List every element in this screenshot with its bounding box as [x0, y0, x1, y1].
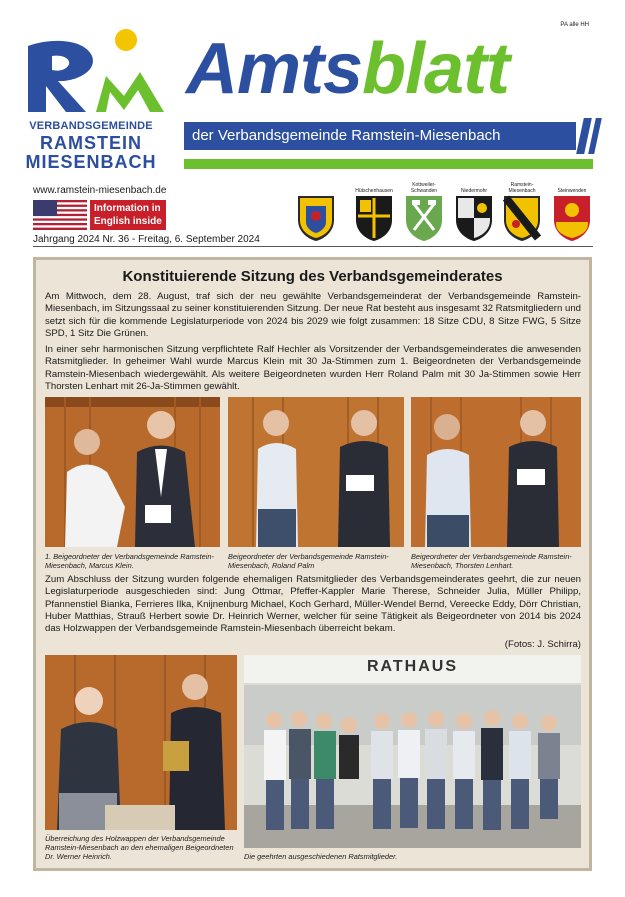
crest-niedermohr: Niedermohr — [450, 180, 498, 247]
issue-info: Jahrgang 2024 Nr. 36 - Freitag, 6. September 2024 — [33, 234, 260, 245]
article-paragraph: Zum Abschluss der Sitzung wurden folgende ehemaligen Ratsmitglieder des Verbandsgemeinderates geehrt, die zur neuen Legislaturperiode ausgeschieden sind: Jung Ottmar, Pfeffer-Kappler Marie Therese, Schneider Julia, Müller Philipp, Pfannenstiel Bianka, Ferrieres Ilka, Knijnenburg Michael, Koch Gerhard, Müller-Wendel Bernd, Vereecke Eddy, Dörr Christian, Huber Matthias, Strauß Herbert sowie Dr. Heinrich Werner, welcher für seine Tätigkeit als Beigeordneter von 2014 bis 2024 das Holzwappen der Verbandsgemeinde Ramstein-Miesenbach überreicht bekam. — [45, 574, 581, 635]
us-flag-icon — [33, 200, 87, 230]
coat-of-arms-icon — [454, 194, 494, 242]
masthead-subtitle: der Verbandsgemeinde Ramstein-Miesenbach — [184, 122, 576, 150]
photo-roland-palm — [228, 397, 404, 547]
rathaus-sign: RATHAUS — [366, 658, 459, 675]
photo-caption: Die geehrten ausgeschiedenen Ratsmitglieder. — [244, 852, 398, 861]
coat-of-arms-icon — [404, 194, 444, 242]
photo-honored-members — [244, 655, 581, 848]
website-link[interactable]: www.ramstein-miesenbach.de — [33, 185, 167, 196]
logo-line3: MIESENBACH — [25, 152, 157, 172]
crest-steinwenden: Steinwenden — [548, 180, 596, 247]
english-info-badge: Information in English inside — [90, 200, 166, 230]
masthead-title-part2: blatt — [362, 29, 510, 109]
article-paragraph: Am Mittwoch, dem 28. August, traf sich der neu gewählte Verbandsgemeinderat der Verbandsgemeinde Ramstein-Miesenbach, im Sitzungssaal zu seiner konstituierenden Sitzung. Der neue Rat besteht aus insgesamt 32 Ratsmitgliedern und setzt sich für die kommende Legislaturperiode von 2024 bis 2029 wie folgt zusammen: 18 Sitze CDU, 8 Sitze FWG, 5 Sitze SPD, 1 Sitz Die Grünen. — [45, 291, 581, 339]
coat-of-arms-icon — [354, 194, 394, 242]
coat-of-arms-icon — [552, 194, 592, 242]
green-rule — [184, 159, 593, 169]
coat-of-arms-icon — [502, 194, 542, 242]
article-paragraph: In einer sehr harmonischen Sitzung verpflichtete Ralf Hechler als Vorsitzender der Verbandsgemeinderates die anwesenden Ratsmitglieder. In geheimer Wahl wurde Marcus Klein mit 30 Ja-Stimmen zum 1. Beigeordneten der Verbandsgemeinde Ramstein-Miesenbach wiedergewählt. Als weitere Beigeordneten wurden Herr Roland Palm mit 30 Ja-Stimmen sowie Herr Thorsten Lenhart mit 26-Ja-Stimmen gewählt. — [45, 344, 581, 392]
article-headline: Konstituierende Sitzung des Verbandsgemeinderates — [122, 268, 503, 285]
photo-caption: Beigeordneter der Verbandsgemeinde Ramstein-Miesenbach, Roland Palm — [228, 552, 389, 571]
photo-marcus-klein — [45, 397, 220, 547]
municipality-logo — [14, 26, 174, 118]
photo-caption: 1. Beigeordneter der Verbandsgemeinde Ramstein-Miesenbach, Marcus Klein. — [45, 552, 214, 571]
photo-caption: Beigeordneter der Verbandsgemeinde Ramstein-Miesenbach, Thorsten Lenhart. — [411, 552, 572, 571]
distribution-note: PA alle HH — [560, 22, 589, 28]
masthead-title-part1: Amts — [186, 29, 363, 109]
crest-kottweiler-schwanden: Kottweiler-Schwanden — [400, 180, 448, 247]
photo-wooden-crest-handover — [45, 655, 237, 830]
crest-huetschenhausen: Hütschenhausen — [350, 180, 398, 247]
photo-caption: Überreichung des Holzwappen der Verbandsgemeinde Ramstein-Miesenbach an den ehemaligen Beigeordneten Dr. Werner Heinrich. — [45, 834, 234, 862]
crest-ramstein-miesenbach: Ramstein-Miesenbach — [498, 180, 546, 247]
logo-line2: RAMSTEIN — [40, 133, 142, 153]
logo-line1: VERBANDSGEMEINDE — [29, 120, 153, 132]
masthead-title — [186, 24, 509, 114]
photo-thorsten-lenhart — [411, 397, 581, 547]
coat-of-arms-icon — [296, 194, 336, 242]
photo-credit: (Fotos: J. Schirra) — [504, 639, 581, 650]
crest-verbandsgemeinde — [292, 180, 340, 247]
